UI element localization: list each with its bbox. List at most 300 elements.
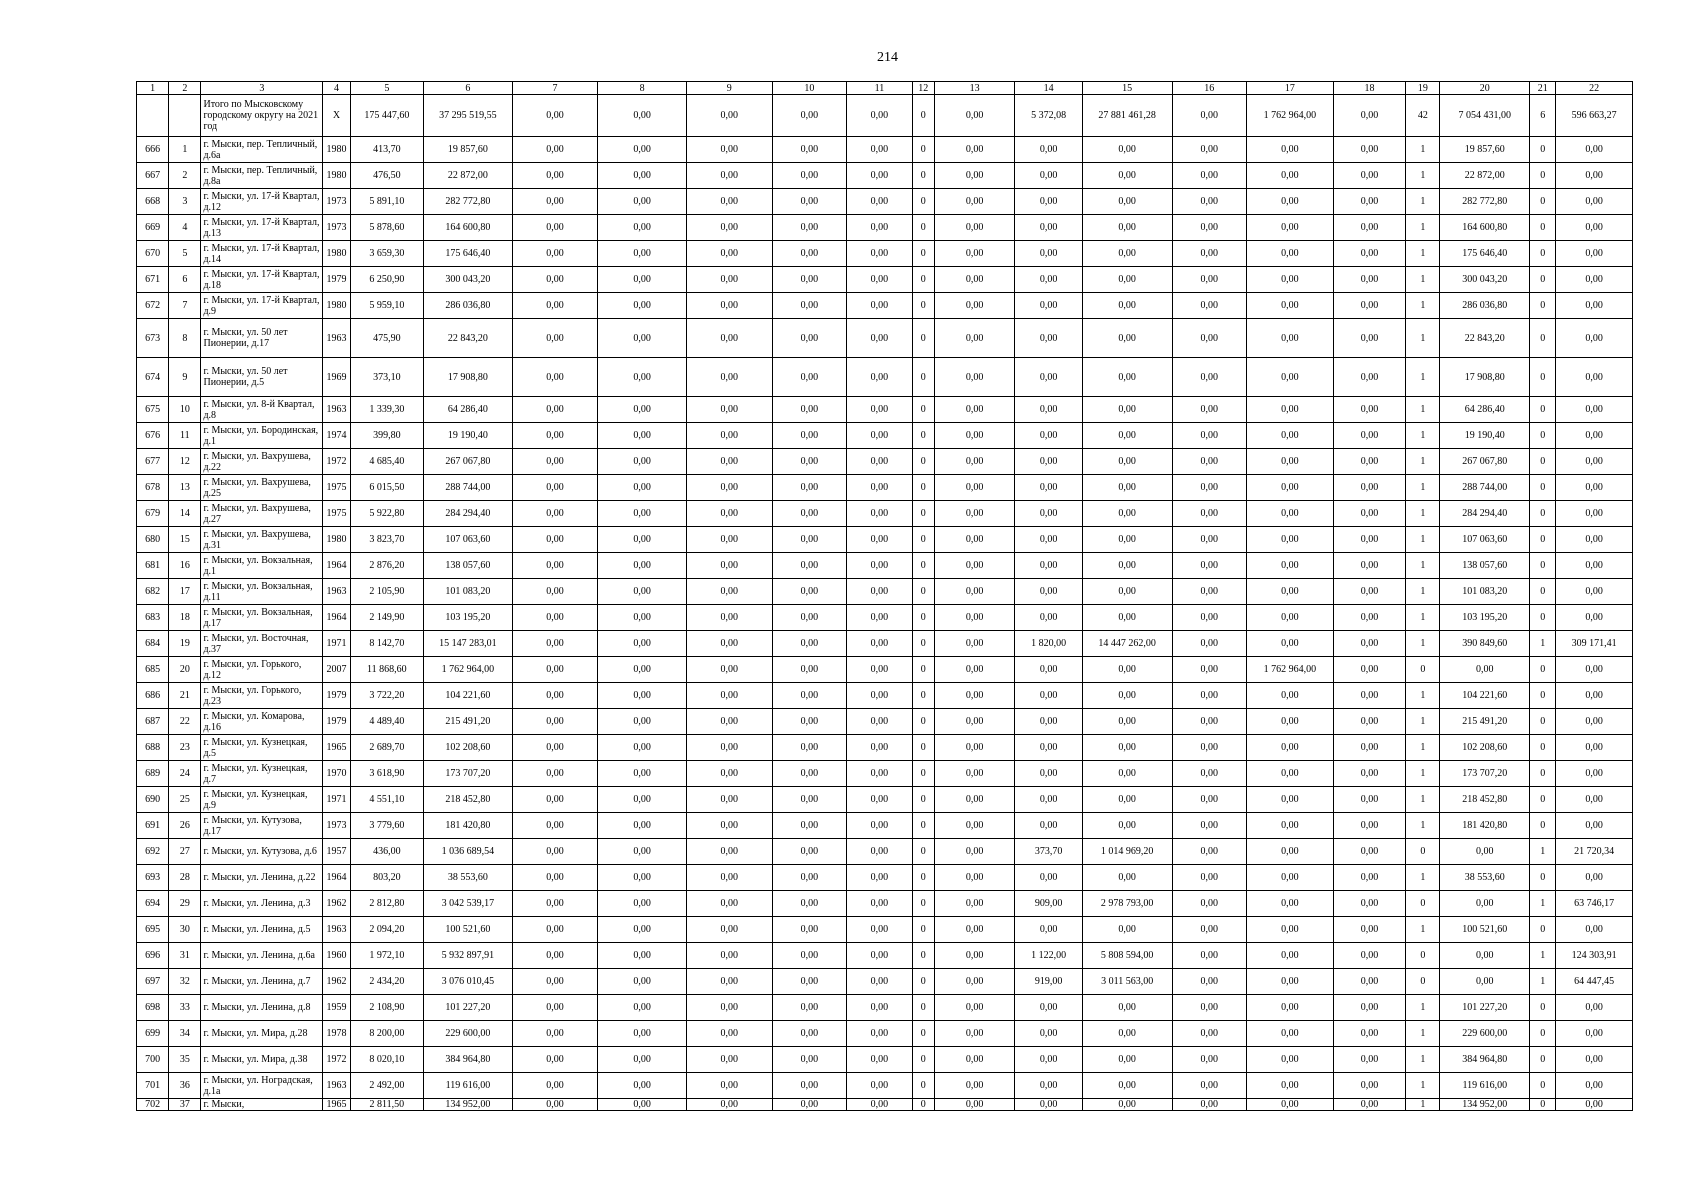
table-cell-col-17: 0,00: [1247, 1099, 1334, 1111]
table-cell-col-17: 0,00: [1247, 527, 1334, 553]
table-cell-col-19: 1: [1406, 735, 1440, 761]
table-cell-col-11: 0,00: [847, 475, 912, 501]
table-cell-col-9: 0,00: [686, 293, 772, 319]
table-cell-col-21: 0: [1530, 865, 1556, 891]
table-cell-col-16: 0,00: [1172, 475, 1247, 501]
table-cell-col-10: 0,00: [772, 943, 847, 969]
table-cell-col-6: 286 036,80: [424, 293, 513, 319]
table-cell-col-20: 181 420,80: [1440, 813, 1530, 839]
table-cell-col-15: 0,00: [1082, 1073, 1172, 1099]
table-cell-col-6: 218 452,80: [424, 787, 513, 813]
table-cell-col-3: г. Мыски, ул. 17-й Квартал, д.9: [201, 293, 323, 319]
table-cell-col-12: 0: [912, 319, 934, 358]
table-row: [137, 631, 1633, 657]
table-cell-col-8: 0,00: [598, 267, 687, 293]
table-cell-col-4: 1963: [323, 397, 350, 423]
table-cell-col-15: 0,00: [1082, 605, 1172, 631]
table-cell-col-13: 0,00: [934, 423, 1015, 449]
table-cell-col-22: 0,00: [1556, 475, 1633, 501]
table-cell-col-8: 0,00: [598, 553, 687, 579]
table-cell-col-22: 596 663,27: [1556, 95, 1633, 137]
table-cell-col-19: 1: [1406, 397, 1440, 423]
table-cell-col-5: 2 812,80: [350, 891, 424, 917]
table-cell-col-8: 0,00: [598, 501, 687, 527]
table-cell-col-22: 0,00: [1556, 358, 1633, 397]
table-cell-col-9: 0,00: [686, 605, 772, 631]
table-cell-col-15: 0,00: [1082, 215, 1172, 241]
table-cell-col-16: 0,00: [1172, 241, 1247, 267]
table-cell-col-6: 3 076 010,45: [424, 969, 513, 995]
table-cell-col-9: 0,00: [686, 215, 772, 241]
table-cell-col-13: 0,00: [934, 579, 1015, 605]
table-cell-col-9: 0,00: [686, 527, 772, 553]
table-cell-col-22: 22: [1556, 82, 1633, 95]
table-cell-col-6: 101 083,20: [424, 579, 513, 605]
table-cell-col-11: 0,00: [847, 319, 912, 358]
table-cell-col-16: 0,00: [1172, 553, 1247, 579]
table-cell-col-11: 0,00: [847, 189, 912, 215]
table-cell-col-20: 103 195,20: [1440, 605, 1530, 631]
table-cell-col-19: 1: [1406, 215, 1440, 241]
table-cell-col-2: 27: [169, 839, 201, 865]
table-cell-col-16: 0,00: [1172, 709, 1247, 735]
table-cell-col-12: 0: [912, 761, 934, 787]
table-cell-col-7: 0,00: [512, 917, 598, 943]
table-cell-col-14: 0,00: [1015, 423, 1082, 449]
table-cell-col-10: 0,00: [772, 709, 847, 735]
table-cell-col-6: 19 190,40: [424, 423, 513, 449]
table-cell-col-18: 0,00: [1333, 631, 1406, 657]
table-cell-col-13: 0,00: [934, 501, 1015, 527]
table-cell-col-2: 36: [169, 1073, 201, 1099]
table-cell-col-4: 1978: [323, 1021, 350, 1047]
table-cell-col-8: 0,00: [598, 1073, 687, 1099]
table-cell-col-7: 0,00: [512, 163, 598, 189]
table-cell-col-15: 3 011 563,00: [1082, 969, 1172, 995]
table-cell-col-19: 1: [1406, 813, 1440, 839]
table-cell-col-22: 309 171,41: [1556, 631, 1633, 657]
table-cell-col-9: 0,00: [686, 865, 772, 891]
table-cell-col-6: 22 872,00: [424, 163, 513, 189]
table-cell-col-21: 0: [1530, 787, 1556, 813]
table-cell-col-10: 0,00: [772, 917, 847, 943]
table-cell-col-16: 0,00: [1172, 1099, 1247, 1111]
table-cell-col-5: 6 015,50: [350, 475, 424, 501]
table-cell-col-13: 0,00: [934, 1099, 1015, 1111]
table-cell-col-14: 0,00: [1015, 267, 1082, 293]
table-cell-col-22: 0,00: [1556, 917, 1633, 943]
table-cell-col-6: 102 208,60: [424, 735, 513, 761]
table-cell-col-4: 1963: [323, 917, 350, 943]
table-row: [137, 267, 1633, 293]
table-cell-col-22: 0,00: [1556, 215, 1633, 241]
table-cell-col-9: 0,00: [686, 735, 772, 761]
table-cell-col-13: 0,00: [934, 917, 1015, 943]
table-cell-col-5: 5: [350, 82, 424, 95]
table-cell-col-8: 0,00: [598, 657, 687, 683]
table-cell-col-7: 0,00: [512, 839, 598, 865]
table-cell-col-16: 0,00: [1172, 137, 1247, 163]
table-cell-col-22: 0,00: [1556, 735, 1633, 761]
table-cell-col-10: 0,00: [772, 358, 847, 397]
table-cell-col-18: 0,00: [1333, 709, 1406, 735]
table-cell-col-8: 0,00: [598, 605, 687, 631]
table-cell-col-2: 32: [169, 969, 201, 995]
table-cell-col-13: 0,00: [934, 189, 1015, 215]
page-number: 214: [877, 50, 898, 65]
table-cell-col-6: 138 057,60: [424, 553, 513, 579]
table-cell-col-5: 2 149,90: [350, 605, 424, 631]
table-cell-col-13: 0,00: [934, 735, 1015, 761]
table-cell-col-5: 175 447,60: [350, 95, 424, 137]
table-cell-col-22: 0,00: [1556, 1021, 1633, 1047]
table-cell-col-7: 0,00: [512, 813, 598, 839]
table-cell-col-20: 100 521,60: [1440, 917, 1530, 943]
table-cell-col-22: 0,00: [1556, 579, 1633, 605]
table-cell-col-18: 0,00: [1333, 358, 1406, 397]
table-cell-col-18: 0,00: [1333, 865, 1406, 891]
table-cell-col-4: 1965: [323, 1099, 350, 1111]
table-cell-col-22: 0,00: [1556, 423, 1633, 449]
table-cell-col-11: 0,00: [847, 1073, 912, 1099]
table-cell-col-8: 0,00: [598, 969, 687, 995]
table-cell-col-18: 0,00: [1333, 1021, 1406, 1047]
table-cell-col-9: 9: [686, 82, 772, 95]
table-cell-col-10: 0,00: [772, 657, 847, 683]
table-cell-col-20: 284 294,40: [1440, 501, 1530, 527]
table-cell-col-2: 30: [169, 917, 201, 943]
table-row: [137, 943, 1633, 969]
table-cell-col-4: 1973: [323, 189, 350, 215]
table-cell-col-17: 0,00: [1247, 241, 1334, 267]
table-cell-col-20: 175 646,40: [1440, 241, 1530, 267]
table-cell-col-2: 31: [169, 943, 201, 969]
table-row: [137, 527, 1633, 553]
table-cell-col-5: 2 105,90: [350, 579, 424, 605]
table-cell-col-16: 0,00: [1172, 501, 1247, 527]
table-cell-col-10: 0,00: [772, 397, 847, 423]
table-row: [137, 358, 1633, 397]
table-cell-col-7: 0,00: [512, 891, 598, 917]
table-cell-col-11: 0,00: [847, 787, 912, 813]
table-cell-col-10: 0,00: [772, 969, 847, 995]
table-cell-col-9: 0,00: [686, 1073, 772, 1099]
table-cell-col-18: 0,00: [1333, 943, 1406, 969]
table-cell-col-4: 1975: [323, 475, 350, 501]
table-cell-col-16: 0,00: [1172, 579, 1247, 605]
table-cell-col-19: 1: [1406, 631, 1440, 657]
table-cell-col-21: 0: [1530, 449, 1556, 475]
table-cell-col-18: 0,00: [1333, 891, 1406, 917]
table-cell-col-1: 701: [137, 1073, 169, 1099]
table-cell-col-14: 0,00: [1015, 657, 1082, 683]
table-cell-col-9: 0,00: [686, 657, 772, 683]
table-cell-col-19: 1: [1406, 358, 1440, 397]
table-cell-col-5: 2 689,70: [350, 735, 424, 761]
table-cell-col-12: 0: [912, 865, 934, 891]
table-cell-col-16: 0,00: [1172, 397, 1247, 423]
table-cell-col-21: 0: [1530, 163, 1556, 189]
table-cell-col-22: 0,00: [1556, 995, 1633, 1021]
table-cell-col-19: 1: [1406, 1021, 1440, 1047]
table-cell-col-7: 0,00: [512, 787, 598, 813]
table-cell-col-17: 0,00: [1247, 735, 1334, 761]
table-cell-col-21: 0: [1530, 1021, 1556, 1047]
table-cell-col-13: 0,00: [934, 709, 1015, 735]
table-cell-col-8: 0,00: [598, 631, 687, 657]
table-cell-col-5: 1 972,10: [350, 943, 424, 969]
table-cell-col-2: 5: [169, 241, 201, 267]
table-cell-col-15: 0,00: [1082, 1099, 1172, 1111]
table-cell-col-4: 1969: [323, 358, 350, 397]
table-cell-col-14: 919,00: [1015, 969, 1082, 995]
table-cell-col-11: 0,00: [847, 813, 912, 839]
table-cell-col-14: 0,00: [1015, 787, 1082, 813]
table-cell-col-3: г. Мыски, ул. 50 лет Пионерии, д.17: [201, 319, 323, 358]
table-cell-col-15: 0,00: [1082, 1047, 1172, 1073]
table-cell-col-9: 0,00: [686, 631, 772, 657]
table-cell-col-4: 1960: [323, 943, 350, 969]
table-cell-col-21: 0: [1530, 1099, 1556, 1111]
table-cell-col-17: 0,00: [1247, 189, 1334, 215]
table-cell-col-14: 0,00: [1015, 189, 1082, 215]
table-cell-col-11: 0,00: [847, 683, 912, 709]
table-cell-col-4: 1964: [323, 553, 350, 579]
table-cell-col-4: 1973: [323, 215, 350, 241]
table-row: [137, 917, 1633, 943]
table-cell-col-11: 0,00: [847, 631, 912, 657]
table-cell-col-13: 0,00: [934, 215, 1015, 241]
table-cell-col-17: 0,00: [1247, 293, 1334, 319]
table-cell-col-15: 0,00: [1082, 657, 1172, 683]
table-cell-col-14: 0,00: [1015, 683, 1082, 709]
table-cell-col-3: г. Мыски, ул. 17-й Квартал, д.13: [201, 215, 323, 241]
table-cell-col-13: 0,00: [934, 267, 1015, 293]
table-cell-col-17: 0,00: [1247, 709, 1334, 735]
table-cell-col-2: 25: [169, 787, 201, 813]
table-cell-col-6: 104 221,60: [424, 683, 513, 709]
table-cell-col-17: 0,00: [1247, 813, 1334, 839]
table-cell-col-1: 692: [137, 839, 169, 865]
table-cell-col-1: 672: [137, 293, 169, 319]
table-cell-col-12: 0: [912, 241, 934, 267]
table-cell-col-20: 282 772,80: [1440, 189, 1530, 215]
table-cell-col-17: 0,00: [1247, 163, 1334, 189]
table-cell-col-10: 0,00: [772, 475, 847, 501]
table-cell-col-1: 671: [137, 267, 169, 293]
table-cell-col-21: 1: [1530, 839, 1556, 865]
table-cell-col-3: г. Мыски, ул. 50 лет Пионерии, д.5: [201, 358, 323, 397]
table-cell-col-1: 682: [137, 579, 169, 605]
table-cell-col-15: 0,00: [1082, 865, 1172, 891]
table-cell-col-3: г. Мыски, ул. Ленина, д.3: [201, 891, 323, 917]
table-cell-col-10: 0,00: [772, 761, 847, 787]
table-cell-col-9: 0,00: [686, 553, 772, 579]
table-cell-col-6: 384 964,80: [424, 1047, 513, 1073]
table-cell-col-10: 0,00: [772, 189, 847, 215]
table-cell-col-12: 0: [912, 1073, 934, 1099]
table-cell-col-17: 0,00: [1247, 969, 1334, 995]
table-cell-col-7: 0,00: [512, 501, 598, 527]
table-cell-col-10: 0,00: [772, 163, 847, 189]
table-cell-col-15: 0,00: [1082, 813, 1172, 839]
table-cell-col-18: 0,00: [1333, 501, 1406, 527]
table-cell-col-12: 0: [912, 423, 934, 449]
table-cell-col-11: 0,00: [847, 709, 912, 735]
table-cell-col-20: 288 744,00: [1440, 475, 1530, 501]
table-cell-col-12: 0: [912, 449, 934, 475]
table-cell-col-11: 0,00: [847, 397, 912, 423]
table-cell-col-4: 1970: [323, 761, 350, 787]
table-cell-col-3: г. Мыски, ул. Горького, д.12: [201, 657, 323, 683]
table-cell-col-7: 0,00: [512, 215, 598, 241]
table-cell-col-12: 0: [912, 163, 934, 189]
table-cell-col-22: 0,00: [1556, 813, 1633, 839]
table-cell-col-20: 102 208,60: [1440, 735, 1530, 761]
table-cell-col-3: г. Мыски, ул. Кузнецкая, д.7: [201, 761, 323, 787]
table-cell-col-20: 0,00: [1440, 891, 1530, 917]
table-cell-col-13: 0,00: [934, 449, 1015, 475]
table-cell-col-8: 0,00: [598, 423, 687, 449]
table-cell-col-15: 0,00: [1082, 917, 1172, 943]
table-cell-col-10: 0,00: [772, 137, 847, 163]
table-cell-col-5: 2 492,00: [350, 1073, 424, 1099]
table-cell-col-2: 21: [169, 683, 201, 709]
table-cell-col-18: 0,00: [1333, 761, 1406, 787]
table-cell-col-19: 1: [1406, 553, 1440, 579]
table-cell-col-18: 0,00: [1333, 995, 1406, 1021]
table-cell-col-16: 0,00: [1172, 527, 1247, 553]
table-cell-col-7: 0,00: [512, 631, 598, 657]
table-cell-col-1: 691: [137, 813, 169, 839]
table-cell-col-6: 101 227,20: [424, 995, 513, 1021]
table-cell-col-6: 5 932 897,91: [424, 943, 513, 969]
table-cell-col-6: 181 420,80: [424, 813, 513, 839]
table-cell-col-10: 0,00: [772, 553, 847, 579]
table-cell-col-9: 0,00: [686, 449, 772, 475]
table-cell-col-11: 0,00: [847, 995, 912, 1021]
table-cell-col-11: 0,00: [847, 241, 912, 267]
table-cell-col-22: 0,00: [1556, 657, 1633, 683]
table-cell-col-21: 0: [1530, 605, 1556, 631]
table-cell-col-1: 673: [137, 319, 169, 358]
table-cell-col-20: 390 849,60: [1440, 631, 1530, 657]
table-row: [137, 1073, 1633, 1099]
table-cell-col-5: 399,80: [350, 423, 424, 449]
table-cell-col-2: [169, 95, 201, 137]
table-cell-col-13: 0,00: [934, 527, 1015, 553]
table-cell-col-22: 124 303,91: [1556, 943, 1633, 969]
table-cell-col-11: 0,00: [847, 891, 912, 917]
table-cell-col-11: 0,00: [847, 163, 912, 189]
table-cell-col-9: 0,00: [686, 319, 772, 358]
table-cell-col-4: 1980: [323, 163, 350, 189]
table-cell-col-22: 0,00: [1556, 683, 1633, 709]
table-cell-col-16: 0,00: [1172, 267, 1247, 293]
table-cell-col-6: 1 762 964,00: [424, 657, 513, 683]
table-cell-col-3: г. Мыски, ул. Ноградская, д.1а: [201, 1073, 323, 1099]
table-cell-col-19: 1: [1406, 683, 1440, 709]
table-cell-col-7: 0,00: [512, 423, 598, 449]
table-cell-col-12: 0: [912, 709, 934, 735]
table-cell-col-22: 0,00: [1556, 293, 1633, 319]
table-cell-col-1: 684: [137, 631, 169, 657]
table-cell-col-3: г. Мыски, ул. Мира, д.38: [201, 1047, 323, 1073]
table-cell-col-16: 0,00: [1172, 761, 1247, 787]
table-cell-col-2: 14: [169, 501, 201, 527]
table-cell-col-3: г. Мыски, ул. Вахрушева, д.22: [201, 449, 323, 475]
table-cell-col-17: 0,00: [1247, 761, 1334, 787]
table-cell-col-5: 436,00: [350, 839, 424, 865]
table-cell-col-7: 0,00: [512, 553, 598, 579]
table-cell-col-20: 218 452,80: [1440, 787, 1530, 813]
table-cell-col-2: 33: [169, 995, 201, 1021]
table-cell-col-21: 0: [1530, 813, 1556, 839]
table-cell-col-21: 0: [1530, 475, 1556, 501]
table-cell-col-3: г. Мыски,: [201, 1099, 323, 1111]
table-cell-col-21: 0: [1530, 241, 1556, 267]
table-cell-col-22: 64 447,45: [1556, 969, 1633, 995]
table-cell-col-13: 0,00: [934, 813, 1015, 839]
table-row: [137, 1047, 1633, 1073]
table-cell-col-18: 0,00: [1333, 683, 1406, 709]
table-cell-col-12: 0: [912, 553, 934, 579]
table-cell-col-8: 0,00: [598, 293, 687, 319]
table-cell-col-16: 0,00: [1172, 605, 1247, 631]
table-cell-col-2: 15: [169, 527, 201, 553]
table-cell-col-4: X: [323, 95, 350, 137]
table-cell-col-9: 0,00: [686, 1021, 772, 1047]
table-cell-col-17: 0,00: [1247, 475, 1334, 501]
table-cell-col-13: 0,00: [934, 397, 1015, 423]
table-cell-col-12: 0: [912, 137, 934, 163]
table-cell-col-3: г. Мыски, ул. 17-й Квартал, д.18: [201, 267, 323, 293]
table-cell-col-17: 1 762 964,00: [1247, 95, 1334, 137]
table-cell-col-10: 0,00: [772, 735, 847, 761]
table-row: [137, 761, 1633, 787]
table-cell-col-14: 0,00: [1015, 449, 1082, 475]
table-cell-col-3: г. Мыски, ул. Ленина, д.22: [201, 865, 323, 891]
table-cell-col-7: 0,00: [512, 709, 598, 735]
table-cell-col-12: 0: [912, 527, 934, 553]
table-cell-col-20: 0,00: [1440, 943, 1530, 969]
table-cell-col-20: 229 600,00: [1440, 1021, 1530, 1047]
table-cell-col-7: 0,00: [512, 137, 598, 163]
table-cell-col-15: 0,00: [1082, 995, 1172, 1021]
table-cell-col-13: 0,00: [934, 605, 1015, 631]
table-cell-col-7: 0,00: [512, 579, 598, 605]
table-cell-col-13: 0,00: [934, 969, 1015, 995]
table-cell-col-5: 476,50: [350, 163, 424, 189]
table-cell-col-4: 1980: [323, 241, 350, 267]
table-cell-col-9: 0,00: [686, 761, 772, 787]
table-cell-col-3: г. Мыски, ул. Кутузова, д.6: [201, 839, 323, 865]
table-cell-col-21: 0: [1530, 319, 1556, 358]
table-cell-col-16: 0,00: [1172, 735, 1247, 761]
table-cell-col-1: 674: [137, 358, 169, 397]
table-cell-col-1: 689: [137, 761, 169, 787]
table-cell-col-16: 0,00: [1172, 787, 1247, 813]
table-cell-col-13: 0,00: [934, 943, 1015, 969]
table-cell-col-21: 0: [1530, 267, 1556, 293]
table-row: [137, 657, 1633, 683]
table-cell-col-9: 0,00: [686, 241, 772, 267]
table-cell-col-17: 0,00: [1247, 917, 1334, 943]
table-cell-col-7: 0,00: [512, 319, 598, 358]
table-cell-col-11: 0,00: [847, 969, 912, 995]
table-row: [137, 397, 1633, 423]
table-cell-col-17: 0,00: [1247, 995, 1334, 1021]
